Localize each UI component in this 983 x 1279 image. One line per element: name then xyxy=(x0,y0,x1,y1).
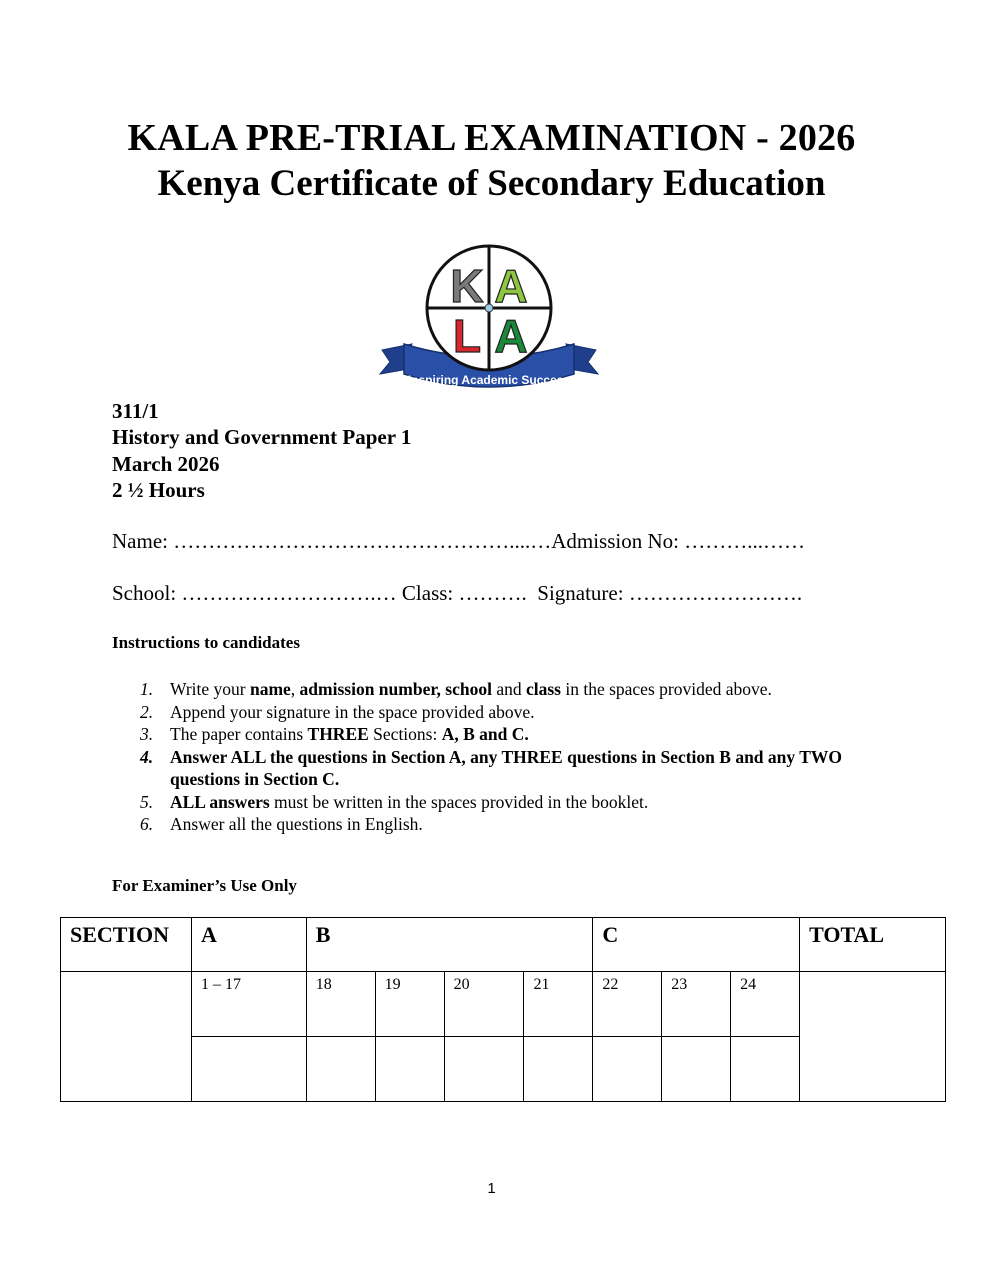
examiner-use-label: For Examiner’s Use Only xyxy=(112,876,297,895)
logo-letter-l: L xyxy=(452,310,482,362)
instruction-text: A, B and C. xyxy=(441,724,529,744)
instruction-text: and xyxy=(491,679,526,699)
instruction-number: 4. xyxy=(140,746,154,767)
score-cell[interactable] xyxy=(593,1037,662,1102)
instruction-text: , xyxy=(290,679,300,699)
header-b: B xyxy=(306,918,593,972)
logo-letter-k: K xyxy=(450,260,484,312)
logo-letter-a2: A xyxy=(494,310,528,362)
instructions-list xyxy=(140,678,880,836)
question-cell: 24 xyxy=(731,972,800,1037)
paper-name: History and Government Paper 1 xyxy=(112,425,412,449)
logo-letter-a1: A xyxy=(494,260,528,312)
score-cell-a[interactable] xyxy=(191,1037,306,1102)
instruction-item xyxy=(140,746,880,791)
instruction-number: 3. xyxy=(140,724,154,744)
header-total: TOTAL xyxy=(800,918,946,972)
instruction-text: in the spaces provided above. xyxy=(560,679,772,699)
page-number: 1 xyxy=(487,1180,496,1197)
instruction-item xyxy=(140,813,880,836)
exam-title: KALA PRE-TRIAL EXAMINATION - 2026 xyxy=(127,117,856,159)
question-range-a: 1 – 17 xyxy=(191,972,306,1037)
instruction-text: admission number, school xyxy=(299,679,492,699)
header-section: SECTION xyxy=(61,918,192,972)
question-cell: 21 xyxy=(524,972,593,1037)
instruction-text: Answer ALL the questions in Section A, any THREE questions in Section B and any TWO questions in Section C. xyxy=(170,746,842,789)
instruction-number: 6. xyxy=(140,814,154,834)
instruction-text: class xyxy=(525,679,561,699)
school-class-signature-line: School: ……………………….… Class: ………. Signature: ……………………. xyxy=(112,581,803,605)
instruction-text: Answer all the questions in English. xyxy=(170,814,423,834)
logo-tagline: Inspiring Academic Success xyxy=(407,373,571,387)
instruction-item xyxy=(140,701,880,724)
instruction-text: The paper contains xyxy=(170,724,308,744)
exam-subtitle: Kenya Certificate of Secondary Education xyxy=(157,163,826,204)
score-cell[interactable] xyxy=(444,1037,524,1102)
instructions-heading: Instructions to candidates xyxy=(112,633,300,652)
score-cell[interactable] xyxy=(375,1037,444,1102)
instruction-text: Write your xyxy=(170,679,250,699)
paper-duration: 2 ½ Hours xyxy=(112,478,205,502)
score-cell[interactable] xyxy=(306,1037,375,1102)
paper-date: March 2026 xyxy=(112,452,220,476)
instruction-text: Sections: xyxy=(368,724,442,744)
instruction-text: Append your signature in the space provided above. xyxy=(170,701,535,722)
question-cell: 22 xyxy=(593,972,662,1037)
score-cell[interactable] xyxy=(524,1037,593,1102)
instruction-text: THREE xyxy=(307,724,369,744)
question-cell: 23 xyxy=(662,972,731,1037)
instruction-item xyxy=(140,723,880,746)
score-cell[interactable] xyxy=(731,1037,800,1102)
section-blank-cell xyxy=(61,972,192,1102)
total-score-cell[interactable] xyxy=(800,972,946,1102)
instruction-number: 2. xyxy=(140,701,154,722)
paper-code: 311/1 xyxy=(112,399,159,423)
kala-logo xyxy=(376,244,602,396)
instruction-number: 5. xyxy=(140,791,154,812)
question-cell: 20 xyxy=(444,972,524,1037)
header-a: A xyxy=(191,918,306,972)
question-cell: 18 xyxy=(306,972,375,1037)
instruction-item xyxy=(140,678,880,701)
name-admission-line: Name: …………………………………………....…Admission No: ………...…… xyxy=(112,529,805,553)
instruction-number: 1. xyxy=(140,679,154,699)
question-cell: 19 xyxy=(375,972,444,1037)
instruction-text: ALL answers xyxy=(170,791,270,812)
instruction-item xyxy=(140,791,880,814)
instruction-text: name xyxy=(249,679,291,699)
examiner-score-table xyxy=(60,917,946,1102)
header-c: C xyxy=(593,918,800,972)
instruction-text: must be written in the spaces provided in the booklet. xyxy=(269,791,649,812)
score-cell[interactable] xyxy=(662,1037,731,1102)
